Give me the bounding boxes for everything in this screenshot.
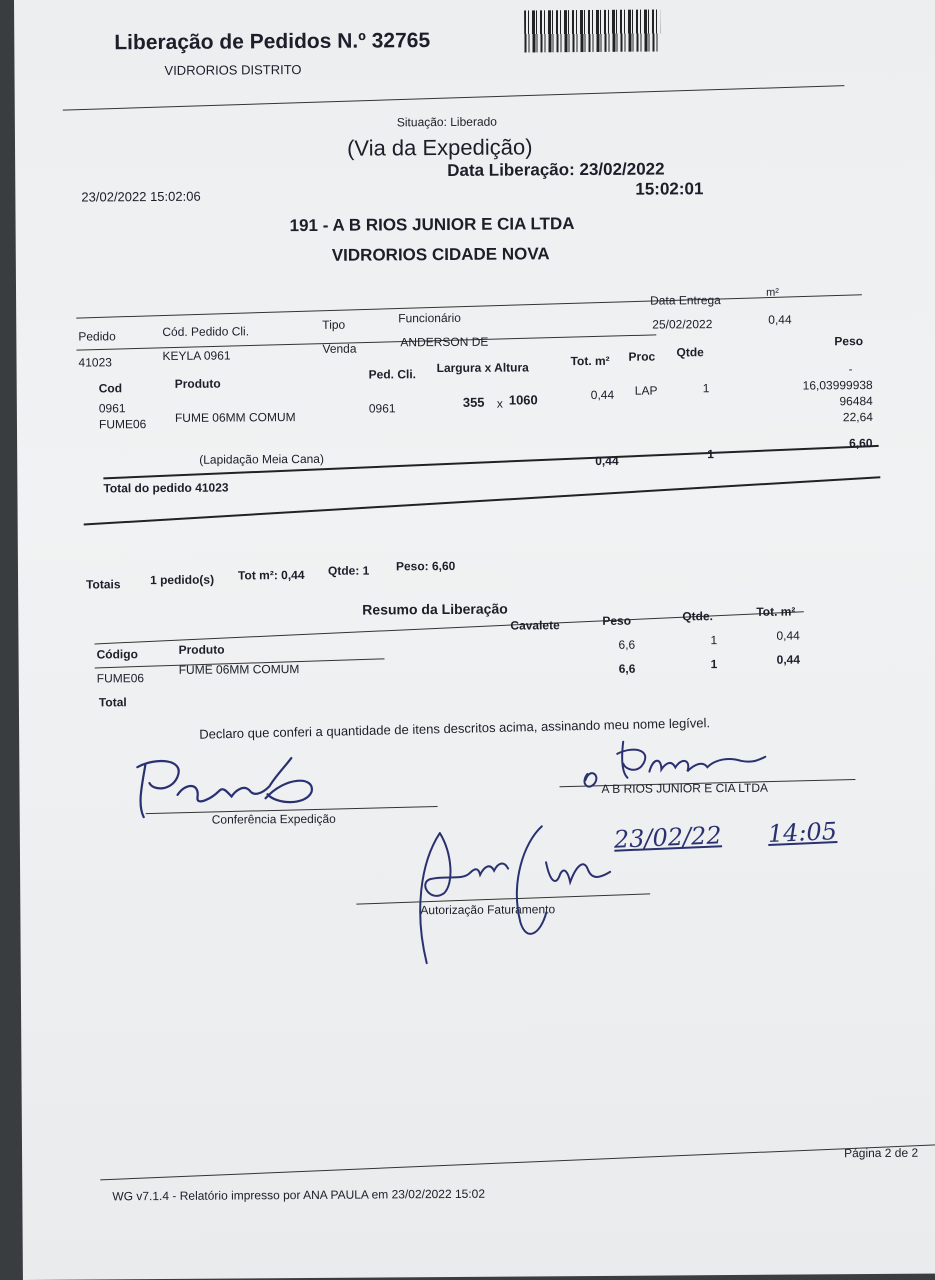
item-altura: 1060 bbox=[508, 392, 538, 408]
copy-label: (Via da Expedição) bbox=[346, 134, 533, 161]
item-x: x bbox=[496, 396, 503, 411]
item-cod-line2: FUME06 bbox=[98, 417, 147, 432]
summary-total-qtde: 1 bbox=[710, 657, 718, 672]
summary-total-peso: 6,6 bbox=[618, 661, 636, 676]
status-text: Situação: Liberado bbox=[396, 114, 497, 130]
summary-col-codigo: Código bbox=[96, 647, 138, 662]
item-peso-line3: 22,64 bbox=[842, 410, 873, 425]
m2-value: 0,44 bbox=[768, 312, 792, 327]
document-title: Liberação de Pedidos N.º 32765 bbox=[114, 29, 431, 55]
handwritten-date: 23/02/22 bbox=[613, 821, 723, 854]
cod-pedido-cli-value: KEYLA 0961 bbox=[162, 348, 231, 363]
order-table-top-rule bbox=[76, 294, 862, 318]
summary-col-cavalete: Cavalete bbox=[510, 618, 560, 633]
totals-m2: Tot m²: 0,44 bbox=[237, 567, 305, 583]
col-proc: Proc bbox=[628, 349, 656, 364]
release-date: Data Liberação: 23/02/2022 bbox=[447, 159, 665, 180]
pedido-value: 41023 bbox=[78, 355, 112, 370]
page-number: Página 2 de 2 bbox=[844, 1145, 919, 1161]
col-qtde: Qtde bbox=[676, 345, 704, 360]
summary-codigo: FUME06 bbox=[96, 671, 145, 686]
summary-row-qtde: 1 bbox=[710, 633, 718, 648]
col-funcionario: Funcionário bbox=[398, 310, 461, 326]
header-divider bbox=[63, 85, 845, 111]
summary-total-label: Total bbox=[98, 695, 127, 710]
client-name: 191 - A B RIOS JUNIOR E CIA LTDA bbox=[289, 214, 575, 236]
col-m2: m² bbox=[766, 286, 779, 299]
tipo-value: Venda bbox=[322, 341, 357, 356]
totals-peso: Peso: 6,60 bbox=[395, 558, 456, 574]
summary-total-m2: 0,44 bbox=[776, 652, 801, 667]
document-page bbox=[14, 0, 935, 1280]
col-ped-cli: Ped. Cli. bbox=[368, 367, 417, 382]
autorizacao-label: Autorização Faturamento bbox=[420, 902, 556, 918]
summary-col-peso: Peso bbox=[602, 613, 632, 628]
summary-row-m2: 0,44 bbox=[776, 628, 800, 643]
order-total-m2: 0,44 bbox=[595, 453, 619, 468]
item-ped-cli: 0961 bbox=[368, 401, 396, 416]
summary-col-produto: Produto bbox=[178, 642, 225, 657]
item-produto: FUME 06MM COMUM bbox=[174, 410, 296, 425]
col-largura-altura: Largura x Altura bbox=[436, 360, 529, 376]
client-signature bbox=[569, 727, 769, 798]
col-peso: Peso bbox=[834, 334, 864, 349]
printed-by: WG v7.1.4 - Relatório impresso por ANA PAULA em 23/02/2022 15:02 bbox=[112, 1186, 486, 1204]
data-entrega-value: 25/02/2022 bbox=[652, 317, 713, 332]
col-cod: Cod bbox=[98, 381, 123, 396]
funcionario-value: ANDERSON DE bbox=[400, 334, 489, 350]
print-datetime: 23/02/2022 15:02:06 bbox=[81, 188, 201, 205]
totals-qtde: Qtde: 1 bbox=[327, 563, 370, 578]
summary-col-qtde: Qtde. bbox=[682, 609, 714, 624]
item-peso-line1: 16,03999938 bbox=[802, 378, 873, 393]
client-store: VIDRORIOS CIDADE NOVA bbox=[331, 244, 550, 265]
col-produto: Produto bbox=[174, 376, 221, 391]
item-tot-m2: 0,44 bbox=[590, 387, 615, 402]
handwritten-time: 14:05 bbox=[767, 817, 838, 848]
totals-label: Totais bbox=[86, 577, 121, 592]
item-cod-line1: 0961 bbox=[98, 401, 126, 416]
col-data-entrega: Data Entrega bbox=[650, 293, 721, 308]
col-tipo: Tipo bbox=[322, 317, 346, 332]
autorizacao-signature bbox=[400, 822, 631, 974]
summary-row-peso: 6,6 bbox=[618, 637, 636, 652]
declaration-text: Declaro que conferi a quantidade de itens descritos acima, assinando meu nome legível. bbox=[199, 715, 711, 742]
barcode bbox=[524, 9, 660, 52]
company-name: VIDRORIOS DISTRITO bbox=[164, 61, 302, 78]
order-total-peso: 6,60 bbox=[849, 436, 873, 451]
order-total-label: Total do pedido 41023 bbox=[103, 480, 229, 496]
col-tot-m2: Tot. m² bbox=[570, 353, 610, 369]
client-signature-label: A B RIOS JUNIOR E CIA LTDA bbox=[601, 780, 769, 796]
summary-title: Resumo da Liberação bbox=[362, 600, 508, 618]
item-peso-dash: - bbox=[848, 362, 853, 377]
col-cod-pedido-cli: Cód. Pedido Cli. bbox=[162, 324, 250, 339]
col-pedido: Pedido bbox=[78, 329, 116, 344]
order-total-qtde: 1 bbox=[707, 447, 714, 462]
summary-produto: FUME 06MM COMUM bbox=[178, 662, 300, 677]
conferencia-signature bbox=[115, 746, 346, 828]
summary-col-tot-m2: Tot. m² bbox=[756, 604, 796, 619]
release-time: 15:02:01 bbox=[635, 179, 704, 199]
footer-rule bbox=[100, 1144, 935, 1180]
totals-pedidos: 1 pedido(s) bbox=[150, 572, 215, 588]
conferencia-label: Conferência Expedição bbox=[211, 811, 336, 827]
item-proc: LAP bbox=[634, 383, 658, 398]
item-largura: 355 bbox=[462, 394, 485, 410]
item-peso-line2: 96484 bbox=[839, 394, 873, 409]
item-qtde: 1 bbox=[702, 381, 710, 396]
item-note: (Lapidação Meia Cana) bbox=[199, 451, 325, 467]
